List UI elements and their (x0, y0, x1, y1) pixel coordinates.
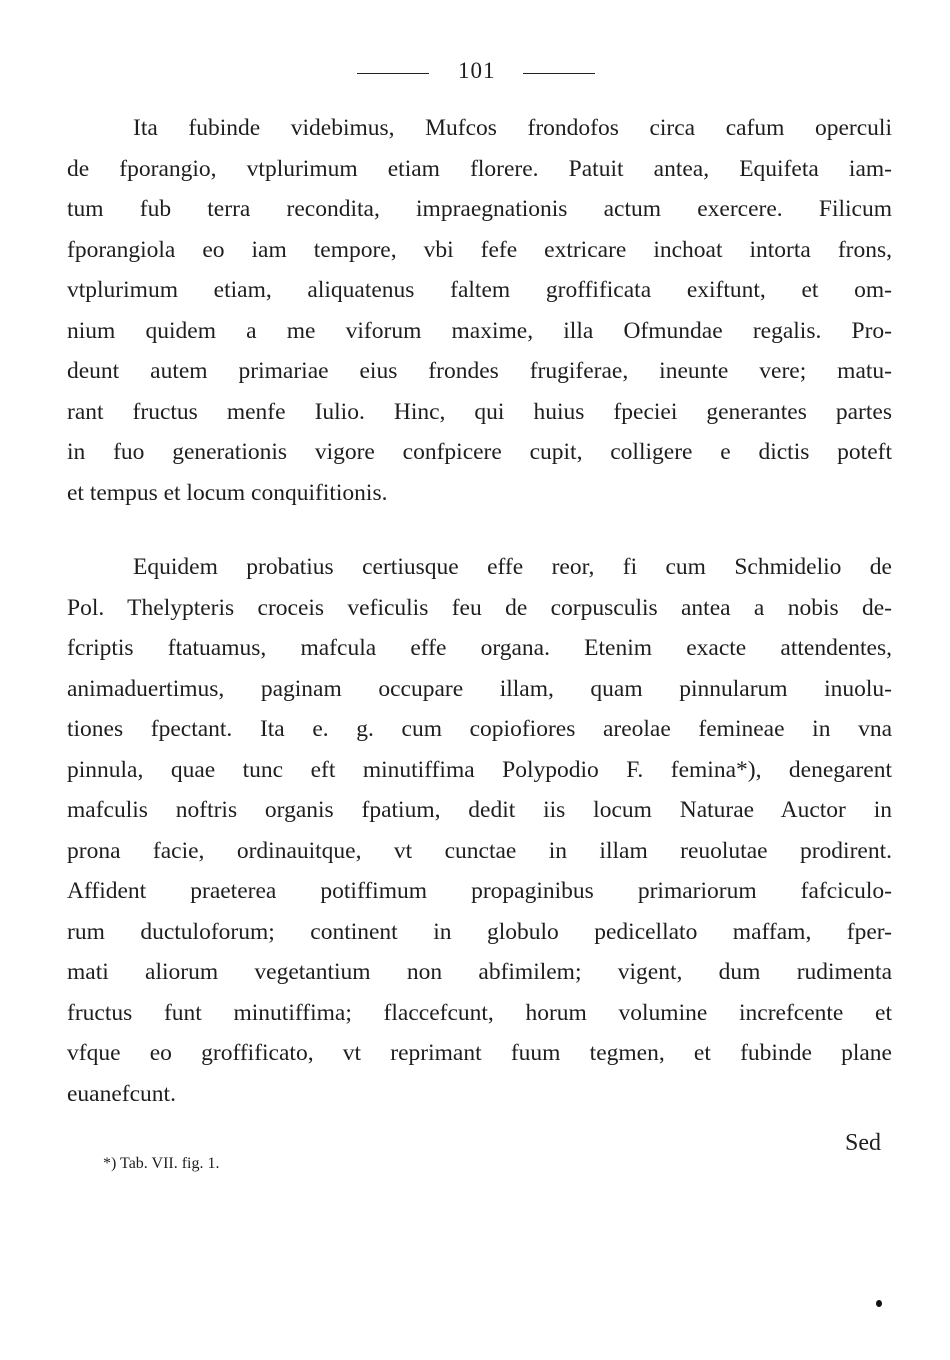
text-line: rum ductuloforum; continent in globulo pedicellato maffam, fper- (67, 918, 892, 945)
header-rule-right (523, 73, 595, 74)
text-line: Ita fubinde videbimus, Mufcos frondofos circa cafum operculi (133, 115, 892, 141)
text-line: mati aliorum vegetantium non abfimilem; vigent, dum rudimenta (67, 959, 892, 985)
text-line: in fuo generationis vigore confpicere cupit, colligere e dictis poteft (67, 439, 892, 465)
text-line: mafculis noftris organis fpatium, dedit iis locum Naturae Auctor in (67, 797, 892, 823)
page-header (0, 56, 950, 90)
text-line: Pol. Thelypteris croceis veficulis feu de corpusculis antea a nobis de- (67, 594, 892, 621)
text-line: vtplurimum etiam, aliquatenus faltem groffificata exiftunt, et om- (67, 277, 892, 303)
text-line: euanefcunt. (67, 1080, 176, 1107)
paragraph-2 (67, 547, 892, 1114)
catchword: Sed (845, 1130, 881, 1156)
text-line: deunt autem primariae eius frondes frugiferae, ineunte vere; matu- (67, 358, 892, 384)
text-line: tum fub terra recondita, impraegnationis actum exercere. Filicum (67, 196, 892, 222)
text-line: prona facie, ordinauitque, vt cunctae in illam reuolutae prodirent. (67, 837, 892, 864)
text-line: fporangiola eo iam tempore, vbi fefe extricare inchoat intorta frons, (67, 236, 892, 263)
paragraph-1 (67, 108, 892, 513)
footnote: *) Tab. VII. fig. 1. (103, 1155, 220, 1172)
header-rule-left (357, 73, 429, 74)
text-line: fructus funt minutiffima; flaccefcunt, horum volumine increfcente et (67, 999, 892, 1026)
text-line: rant fructus menfe Iulio. Hinc, qui huius fpeciei generantes partes (67, 398, 892, 425)
text-line: pinnula, quae tunc eft minutiffima Polypodio F. femina*), denegarent (67, 756, 892, 783)
ink-speck (876, 1300, 882, 1307)
text-line: Equidem probatius certiusque effe reor, fi cum Schmidelio de (133, 554, 892, 580)
page-number: 101 (458, 58, 496, 83)
text-line: Affident praeterea potiffimum propaginibus primariorum fafciculo- (67, 878, 892, 904)
text-line: tiones fpectant. Ita e. g. cum copiofiores areolae femineae in vna (67, 716, 892, 742)
text-line: fcriptis ftatuamus, mafcula effe organa. Etenim exacte attendentes, (67, 635, 892, 661)
text-line: de fporangio, vtplurimum etiam florere. Patuit antea, Equifeta iam- (67, 155, 892, 182)
text-line: nium quidem a me viforum maxime, illa Ofmundae regalis. Pro- (67, 317, 892, 344)
text-line: animaduertimus, paginam occupare illam, quam pinnularum inuolu- (67, 675, 892, 702)
text-line: et tempus et locum conquifitionis. (67, 479, 388, 506)
text-line: vfque eo groffificato, vt reprimant fuum tegmen, et fubinde plane (67, 1040, 892, 1066)
